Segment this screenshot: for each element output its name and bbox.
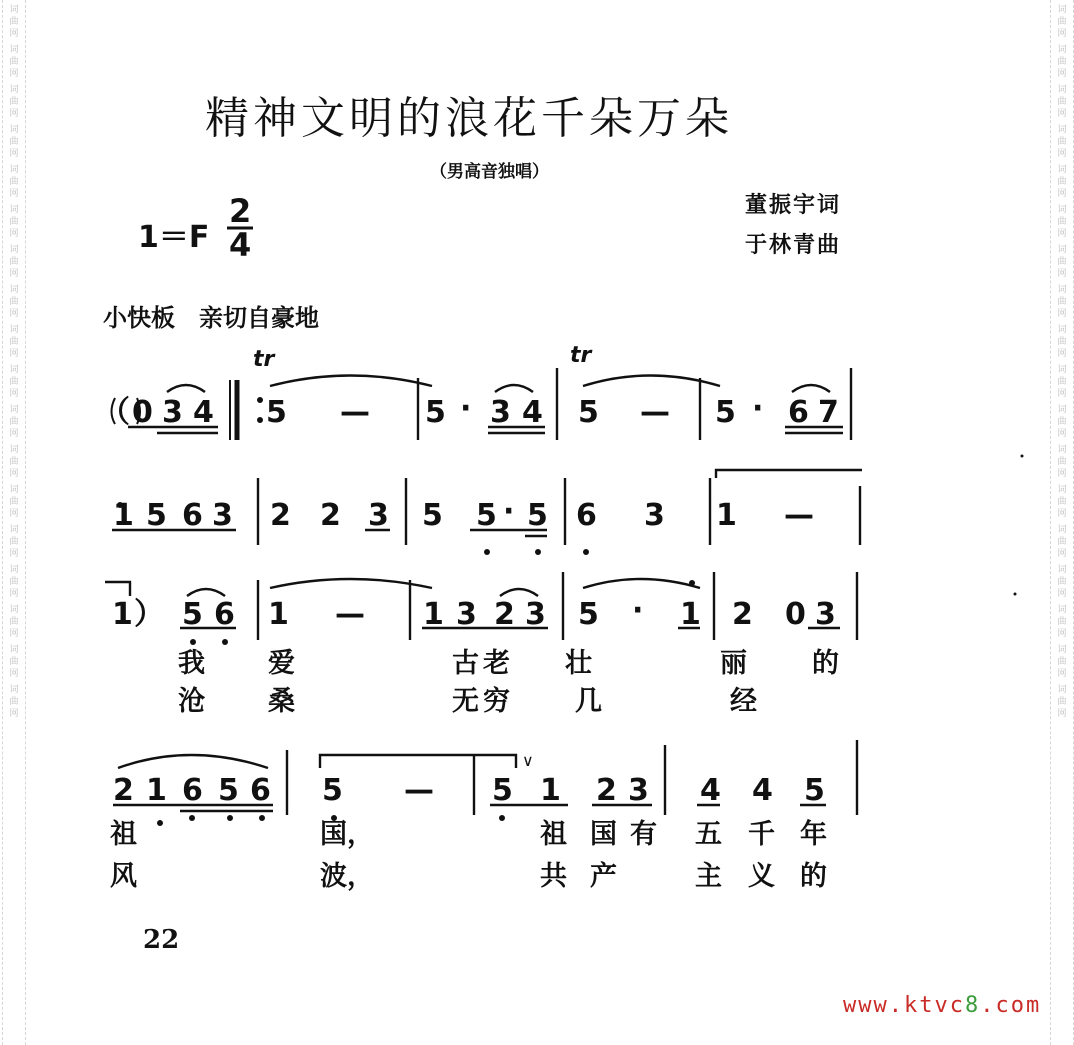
staff-row-3 — [112, 593, 836, 632]
dot: · — [752, 391, 764, 426]
dash: — — [340, 395, 370, 430]
note: 1 — [146, 773, 167, 808]
note: 5 — [476, 498, 497, 533]
lyric: 我 — [178, 648, 205, 679]
lyricist-credit: 董振宇词 — [745, 193, 842, 218]
note: 5 — [715, 395, 736, 430]
lyric: 经 — [730, 686, 757, 717]
note: 6 — [250, 773, 271, 808]
note: 6 — [182, 498, 203, 533]
note: 5 — [322, 773, 343, 808]
note: 2 — [320, 498, 341, 533]
lyric: 桑 — [268, 686, 295, 717]
note: 1 — [113, 498, 134, 533]
note: 5 — [804, 773, 825, 808]
trill-mark: tr — [253, 347, 275, 372]
page-number: 22 — [143, 925, 180, 955]
lyric: 爱 — [268, 648, 295, 679]
lyric: 国， — [320, 819, 374, 850]
note: 4 — [522, 395, 543, 430]
note: 3 — [525, 597, 546, 632]
note: 2 — [113, 773, 134, 808]
lyric: 老 — [483, 648, 510, 679]
note: 0 — [132, 395, 153, 430]
note: 5 — [266, 395, 287, 430]
lyric: 义 — [748, 861, 775, 892]
note: 3 — [490, 395, 511, 430]
paren: ） — [134, 597, 164, 632]
note: 6 — [576, 498, 597, 533]
note: 3 — [644, 498, 665, 533]
note: 5 — [492, 773, 513, 808]
note: 5 — [425, 395, 446, 430]
watermark-strip-left: 词曲网 词曲网 词曲网 词曲网 词曲网 词曲网 词曲网 词曲网 词曲网 词曲网 词曲网 词曲网 词曲网 词曲网 词曲网 词曲网 词曲网 词曲网 — [2, 0, 26, 1045]
lyric: 穷 — [483, 686, 510, 717]
note: 3 — [162, 395, 183, 430]
note: 5 — [182, 597, 203, 632]
note: 4 — [700, 773, 721, 808]
lyric: 国 — [590, 819, 617, 850]
note: 1 — [423, 597, 444, 632]
lyric: 波， — [320, 861, 374, 892]
site-watermark-link[interactable]: www.ktvc8.com — [843, 993, 1042, 1018]
lyric: 丽 — [720, 648, 747, 679]
note: 2 — [270, 498, 291, 533]
note: 5 — [578, 597, 599, 632]
lyric: 有 — [630, 819, 657, 850]
tempo-marking: 小快板 亲切自豪地 — [103, 304, 319, 332]
lyric: 祖 — [110, 819, 137, 850]
lyric: 的 — [800, 861, 827, 892]
note: 7 — [818, 395, 839, 430]
lyric: 年 — [800, 819, 827, 850]
lyric: 古 — [452, 648, 479, 679]
note: 5 — [146, 498, 167, 533]
key-signature: 1＝F — [138, 220, 210, 255]
lyric: 祖 — [540, 819, 567, 850]
note: 3 — [368, 498, 389, 533]
note: 6 — [182, 773, 203, 808]
dot: · — [503, 494, 515, 529]
lyric: 主 — [695, 861, 722, 892]
note: 6 — [788, 395, 809, 430]
note: 3 — [212, 498, 233, 533]
lyric: 壮 — [565, 648, 592, 679]
song-subtitle: （男高音独唱） — [430, 162, 549, 182]
lyrics-row-3 — [178, 648, 839, 717]
note: 5 — [422, 498, 443, 533]
composer-credit: 于林青曲 — [745, 233, 842, 258]
note: 5 — [578, 395, 599, 430]
note: 6 — [214, 597, 235, 632]
dash: — — [784, 498, 814, 533]
dot: · — [632, 593, 644, 628]
song-title: 精神文明的浪花千朵万朵 — [205, 93, 733, 144]
dash: — — [335, 597, 365, 632]
note: 3 — [815, 597, 836, 632]
breath-mark: ∨ — [522, 751, 534, 770]
dash: — — [404, 773, 434, 808]
note: 1 — [540, 773, 561, 808]
staff-row-4 — [113, 773, 825, 808]
lyric: 的 — [812, 648, 839, 679]
note: 5 — [218, 773, 239, 808]
note: 1 — [268, 597, 289, 632]
note: 4 — [752, 773, 773, 808]
trill-mark: tr — [570, 343, 592, 368]
lyric: 无 — [452, 686, 479, 717]
watermark-text: 词曲网 — [9, 5, 19, 39]
note: 0 — [785, 597, 806, 632]
note: 3 — [456, 597, 477, 632]
lyric: 共 — [540, 861, 567, 892]
note: 1 — [680, 597, 701, 632]
note: 5 — [527, 498, 548, 533]
lyrics-row-4 — [110, 818, 827, 892]
dot: · — [460, 391, 472, 426]
time-signature-top: 2 — [229, 192, 252, 230]
note: 2 — [596, 773, 617, 808]
lyric: 千 — [748, 819, 775, 850]
lyric: 风 — [110, 861, 137, 892]
note: 1 — [112, 597, 133, 632]
note: 3 — [628, 773, 649, 808]
dash: — — [640, 395, 670, 430]
note: 2 — [494, 597, 515, 632]
lyric: 五 — [695, 819, 722, 850]
lyric: 几 — [575, 686, 602, 717]
note: 2 — [732, 597, 753, 632]
staff-row-1 — [100, 391, 839, 430]
note: （ — [100, 395, 130, 430]
note: 1 — [716, 498, 737, 533]
lyric: 产 — [590, 861, 617, 892]
note: 4 — [193, 395, 214, 430]
time-signature-bottom: 4 — [229, 226, 252, 264]
lyric: 沧 — [178, 686, 205, 717]
watermark-strip-right: 词曲网 词曲网 词曲网 词曲网 词曲网 词曲网 词曲网 词曲网 词曲网 词曲网 词曲网 词曲网 词曲网 词曲网 词曲网 词曲网 词曲网 词曲网 — [1050, 0, 1074, 1045]
